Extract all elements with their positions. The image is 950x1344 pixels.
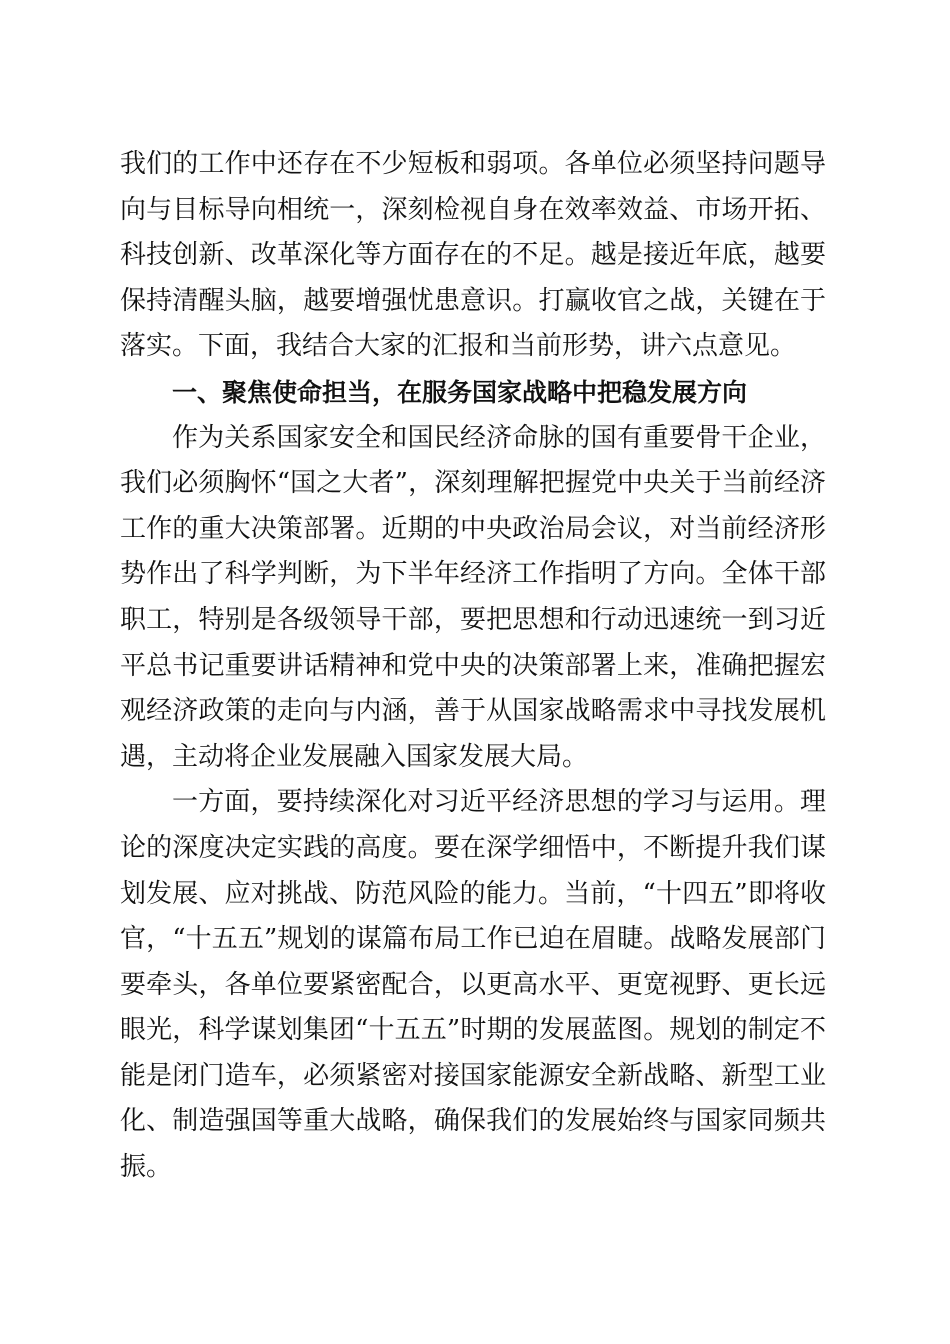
document-body — [120, 142, 826, 1191]
section-heading-1: 一、聚焦使命担当，在服务国家战略中把稳发展方向 — [172, 377, 748, 407]
paragraph-strategy: 作为关系国家安全和国民经济命脉的国有重要骨干企业，我们必须胸怀“国之大者”，深刻理解把握党中央关于当前经济工作的重大决策部署。近期的中央政治局会议，对当前经济形势作出了科学判断，为下半年经济工作指明了方向。全体干部职工，特别是各级领导干部，要把思想和行动迅速统一到习近平总书记重要讲话精神和党中央的决策部署上来，准确把握宏观经济政策的走向与内涵，善于从国家战略需求中寻找发展机遇，主动将企业发展融入国家发展大局。 — [120, 422, 826, 772]
paragraph-one-aspect: 一方面，要持续深化对习近平经济思想的学习与运用。理论的深度决定实践的高度。要在深学细悟中，不断提升我们谋划发展、应对挑战、防范风险的能力。当前，“十四五”即将收官，“十五五”规划的谋篇布局工作已迫在眉睫。战略发展部门要牵头，各单位要紧密配合，以更高水平、更宽视野、更长远眼光，科学谋划集团“十五五”时期的发展蓝图。规划的制定不能是闭门造车，必须紧密对接国家能源安全新战略、新型工业化、制造强国等重大战略，确保我们的发展始终与国家同频共振。 — [120, 787, 826, 1183]
paragraph-continuation: 我们的工作中还存在不少短板和弱项。各单位必须坚持问题导向与目标导向相统一，深刻检视自身在效率效益、市场开拓、科技创新、改革深化等方面存在的不足。越是接近年底，越要保持清醒头脑，越要增强忧患意识。打赢收官之战，关键在于落实。下面，我结合大家的汇报和当前形势，讲六点意见。 — [120, 149, 826, 362]
